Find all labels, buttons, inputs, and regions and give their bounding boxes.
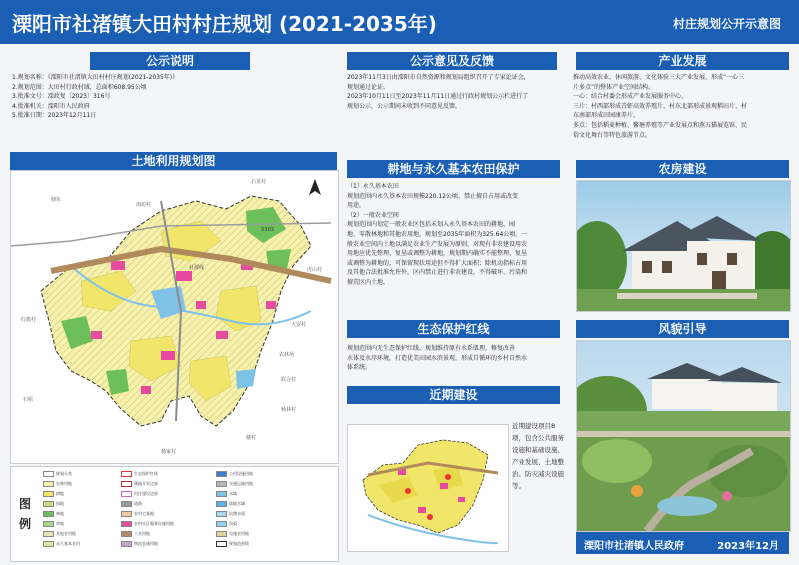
notice-text	[12, 73, 178, 121]
farmland-line: 规划范围内永久基本农田规模220.12公顷，禁止擅自占用或改变	[347, 192, 518, 200]
village-label: 虎山村	[307, 267, 323, 273]
farmland-title: 耕地与永久基本农田保护	[347, 160, 560, 178]
recent-construction-map	[347, 424, 509, 552]
farmland-line: 擅荒区内土地。	[347, 278, 390, 286]
page-subtitle: 村庄规划公开示意图	[672, 17, 781, 31]
recent-title: 近期建设	[347, 386, 560, 404]
feedback-line: 2023年11月3日由溧阳市自然资源和规划局组织召开了专家论证会，	[347, 74, 530, 81]
legend-item: 农村社区服务设施用地	[121, 521, 174, 527]
village-label: 杨家村	[161, 449, 177, 455]
legend-title-char: 例	[18, 517, 31, 531]
farmland-line: 规划范围内划定一般农业区包括未划入永久基本农田的耕地、园	[347, 221, 516, 229]
farmland-line: 及其他合法批准允许外，区内禁止进行非农建设，不得破坏、污染和	[347, 269, 528, 277]
village-label: 大安村	[291, 322, 307, 328]
legend-item: 规划分类	[43, 471, 72, 477]
farmhouse-image	[576, 180, 791, 312]
farmland-line: 或调整为耕地的，可保留现状用途但不得扩大面积；除机动指标占用	[347, 259, 528, 267]
village-label: 塘东	[51, 197, 62, 203]
footer-bar	[576, 532, 789, 554]
eco-line: 水体及水岸环境，打造优美田园水滨景观，形成自循环的乡村自然水	[347, 354, 528, 362]
recent-line: 等。	[512, 482, 525, 490]
style-title: 风貌引导	[576, 320, 789, 338]
legend-item: 物流仓储用地	[121, 541, 158, 547]
legend-item: 公用设施用地	[216, 471, 253, 477]
farmland-line: 般农业空间内土地以满足农业生产发展为原则，对现有非农建设用农	[347, 240, 528, 248]
legend-item: 设施农用地	[216, 531, 249, 537]
legend-item: 道路	[121, 501, 142, 507]
legend-item: 工业用地	[121, 531, 150, 537]
eco-text	[347, 344, 527, 373]
map-legend	[10, 466, 339, 562]
land-use-map-svg	[11, 171, 338, 463]
road-label: X303	[261, 227, 274, 233]
notice-line: 1.规划名称：《溧阳市社渚镇大田村村庄规划(2021-2035年)》	[12, 74, 179, 81]
recent-line: 项，包含公共服务	[512, 434, 564, 442]
farmland-line: 用途。	[347, 202, 366, 210]
header-bar	[0, 0, 799, 44]
legend-item: 耕地	[43, 491, 64, 497]
village-label: 农林场	[279, 352, 295, 358]
recent-map-svg	[348, 425, 508, 551]
legend-item: 城镇开发边界	[121, 481, 158, 487]
page-title: 溧阳市社渚镇大田村村庄规划 (2021-2035年)	[12, 12, 437, 36]
legend-item: 规划范围线	[216, 541, 249, 547]
industry-line: 推动高效农业、休闲旅游、文化体验三大产业发展，形成“一心三	[573, 74, 745, 81]
landuse-title: 土地利用规划图	[10, 152, 337, 170]
eco-title: 生态保护红线	[347, 320, 560, 338]
village-label: 楼村	[246, 435, 257, 441]
eco-line: 体系统。	[347, 364, 372, 372]
feedback-title: 公示意见及反馈	[347, 52, 557, 70]
farmland-line: 地、零散林地和其他农用地，规划至2035年面积为325.64公顷。一	[347, 230, 528, 238]
village-label: 联合村	[281, 377, 297, 383]
industry-title: 产业发展	[576, 52, 789, 70]
legend-title	[11, 467, 39, 561]
legend-item: 坑塘水面	[216, 511, 245, 517]
road-label: 社溧线	[189, 265, 205, 271]
footer-org: 溧阳市社渚镇人民政府	[584, 541, 684, 552]
notice-title: 公示说明	[90, 52, 250, 70]
recent-line: 设施和基础设施、	[512, 446, 564, 454]
footer-date: 2023年12月	[717, 541, 779, 552]
industry-line: 多点：包括稻麦种植、鳖塘养殖等产业发展点和燕五猫展览馆、民	[573, 121, 748, 129]
legend-item: 农村宅基地	[121, 511, 154, 517]
notice-line: 4.批准机关：溧阳市人民政府	[12, 102, 90, 110]
feedback-text	[347, 73, 530, 111]
land-use-map	[10, 170, 339, 464]
industry-line: 三片：村西部形成青虾高效养殖片、村东北部形成景观稻田片、村	[573, 102, 748, 110]
recent-text	[512, 420, 564, 492]
industry-line: 东南部形成田园康养片。	[573, 112, 640, 120]
farmland-text	[347, 182, 527, 288]
style-image	[576, 340, 791, 532]
legend-item: 其他农用地	[43, 531, 76, 537]
legend-item: 园地	[43, 501, 64, 507]
legend-item: 水域	[216, 491, 237, 497]
village-label: 石龙村	[251, 179, 267, 185]
legend-item: 永久基本农田	[43, 541, 80, 547]
notice-line: 3.批准文号：溧政复〔2023〕316号	[12, 93, 111, 101]
village-label: 石咀	[23, 397, 34, 403]
industry-line: 片多点”的整体产业空间结构。	[573, 83, 655, 91]
farmhouse-title: 农房建设	[576, 160, 789, 178]
legend-title-char: 图	[18, 497, 31, 511]
legend-item: 林地	[43, 511, 64, 517]
industry-text	[573, 73, 747, 140]
industry-line: 一心：结合村委会形成产业发展服务中心。	[573, 93, 688, 101]
notice-line: 2.规划范围：大田村行政村域，总面积608.95公顷	[12, 83, 147, 91]
feedback-line: 2023年10月11日至2023年11月11日通过行政村规划公示栏进行了	[347, 93, 529, 101]
farmland-line: 用地应优先整理、复垦或调整为耕地，规划期内确实不能整理、复垦	[347, 250, 528, 258]
village-label: 杨林村	[281, 407, 297, 413]
industry-line: 俗文化舞台等特色旅游节点。	[573, 131, 652, 139]
legend-item: 沟渠	[216, 521, 237, 527]
notice-line: 5.批准日期：2023年12月11日	[12, 112, 97, 120]
legend-item: 陆地水域	[216, 501, 245, 507]
legend-item: 交通运输用地	[216, 481, 253, 487]
legend-item: 农林用地	[43, 481, 72, 487]
village-label: 南坊村	[136, 202, 152, 208]
farmland-line: （1）永久基本农田	[347, 183, 399, 190]
feedback-line: 规划通过论证。	[347, 83, 390, 91]
village-label: 红旗村	[21, 317, 37, 323]
eco-line: 规划范围内无生态保护红线。规划维持原有水系肌理，修复改善	[347, 345, 516, 352]
recent-line: 近期建设项目8	[512, 422, 556, 430]
feedback-line: 规划公示，公示期间未收到不同意见反馈。	[347, 102, 462, 110]
legend-item: 生态保护红线	[121, 471, 158, 477]
legend-item: 村庄建设边界	[121, 491, 158, 497]
legend-item: 草地	[43, 521, 64, 527]
recent-line: 治、防灾减灾设施	[512, 470, 564, 478]
farmland-line: （2）一般农业空间	[347, 211, 399, 219]
recent-line: 产业发展、土地整	[512, 458, 564, 466]
